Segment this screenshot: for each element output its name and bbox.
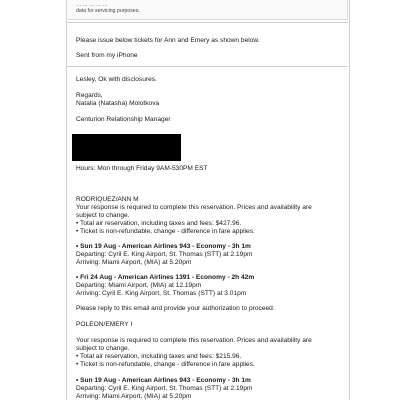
- notice-line: Your response is required to complete this reservation. Prices and availability are: [76, 337, 312, 344]
- flight-depart: Departing: Cyril E. King Airport, St. Thomas (STT) at 2.19pm: [76, 385, 253, 392]
- flight-depart: Departing: Cyril E. King Airport, St. Thomas (STT) at 2.19pm: [76, 251, 253, 258]
- reply-regards: Regards,: [76, 92, 103, 99]
- office-hours: Hours: Mon through Friday 9AM-530PM EST: [76, 165, 208, 172]
- sender-name: Natalia (Natasha) Molotkova: [76, 100, 160, 107]
- notice-line: Your response is required to complete this reservation. Prices and availability are: [76, 204, 312, 211]
- ticket-terms: • Ticket is non-refundable, change - difference in fare applies.: [76, 228, 255, 235]
- closing-request: Please reply to this email and provide your authorization to proceed.: [76, 305, 275, 312]
- notice-line: subject to change.: [76, 212, 130, 219]
- total-fare: • Total air reservation, including taxes and fees: $215.96.: [76, 353, 242, 360]
- sender-title: Centurion Relationship Manager: [76, 116, 171, 123]
- flight-title: • Sun 19 Aug - American Airlines 943 - Economy - 3h 1m: [76, 377, 251, 384]
- flight-arrive: Arriving: Miami Airport, (MIA) at 5.20pm: [76, 259, 192, 266]
- divider-mid: [66, 66, 348, 67]
- total-fare: • Total air reservation, including taxes and fees: $427.96.: [76, 220, 242, 227]
- ticket-terms: • Ticket is non-refundable, change - difference in fare applies.: [76, 361, 255, 368]
- redacted-block: [72, 134, 181, 161]
- flight-arrive: Arriving: Miami Airport, (MIA) at 5.20pm: [76, 393, 192, 400]
- sent-from: Sent from my iPhone: [76, 52, 138, 59]
- notice-line: subject to change.: [76, 345, 130, 352]
- flight-depart: Departing: Miami Airport, (MIA) at 12.19pm: [76, 282, 202, 289]
- header-fragment-1: … … … … …: [76, 2, 108, 8]
- divider-top: [66, 22, 348, 23]
- passenger-name: POLEON/EMERY I: [76, 321, 133, 328]
- flight-title: • Fri 24 Aug - American Airlines 1391 - Economy - 2h 42m: [76, 274, 255, 281]
- client-message-body: Please issue below tickets for Ann and Emery as shown below.: [76, 37, 260, 44]
- flight-arrive: Arriving: Cyril E. King Airport, St. Thomas (STT) at 3.01pm: [76, 290, 247, 297]
- header-fragment-2: data for servicing purposes.: [76, 8, 140, 14]
- flight-title: • Sun 19 Aug - American Airlines 943 - Economy - 3h 1m: [76, 243, 251, 250]
- passenger-name: RODRIQUEZ/ANN M: [76, 196, 139, 203]
- previous-message-box: [66, 0, 348, 20]
- reply-greeting: Lesley, Ok with disclosures.: [76, 76, 157, 83]
